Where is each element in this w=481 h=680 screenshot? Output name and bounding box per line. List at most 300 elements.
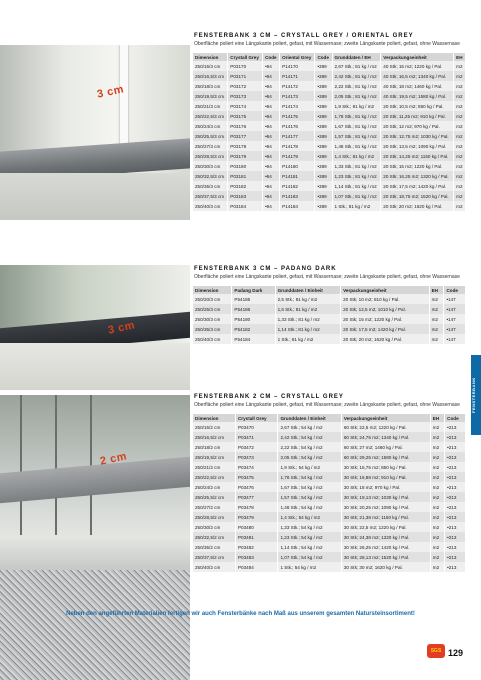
table-cell: 40 Stk; 15 m2; 1220 kg / Pal.	[381, 61, 454, 71]
column-header: EH	[429, 286, 444, 294]
table-cell: •94	[263, 111, 280, 121]
table-cell: 1,33 Stk.; 81 kg / m2	[275, 314, 341, 324]
table-cell: 250/24/3 cm	[193, 121, 228, 131]
table-cell: •94	[263, 81, 280, 91]
table-cell: P03478	[235, 502, 277, 512]
table-cell: 1,57 Stk.; 81 kg / m2	[332, 131, 381, 141]
table-cell: P03472	[235, 442, 277, 452]
table-cell: 1,6 Stk.; 81 kg / m2	[275, 304, 341, 314]
table-cell: •213	[445, 482, 466, 492]
table-cell: 1,07 Stk.; 81 kg / m2	[332, 191, 381, 201]
table-cell: m2	[454, 141, 466, 151]
table-row	[193, 71, 466, 81]
section2-table	[193, 286, 466, 344]
table-cell: •94	[263, 201, 280, 211]
table-cell: 250/18/3 cm	[193, 81, 228, 91]
table-cell: 40 Stk; 19,5 m2; 1580 kg / Pal.	[381, 91, 454, 101]
table-cell: 30 Stk; 16,88 m2; 910 kg / Pal.	[341, 472, 430, 482]
table-row	[193, 191, 466, 201]
table-cell: 250/20/3 cm	[193, 294, 232, 304]
table-cell: 30 Stk; 30 m2; 1620 kg / Pal.	[341, 562, 430, 572]
table-cell: 250/37,5/3 cm	[193, 191, 228, 201]
section1-table	[193, 53, 466, 211]
table-cell: P14174	[280, 101, 315, 111]
column-header: EH	[454, 53, 466, 61]
table-cell: 60 Stk; 24,75 m2; 1340 kg / Pal.	[341, 432, 430, 442]
table-row	[193, 452, 466, 462]
table-cell: 1,4 Stk.; 81 kg / m2	[332, 151, 381, 161]
table-row	[193, 542, 466, 552]
table-cell: 1,48 Stk.; 81 kg / m2	[332, 141, 381, 151]
section2-subtitle: Oberfläche poliert eine Längskante poliert, gefast, mit Wassernase; zweite Längskante poliert, gefast, ohne Wassernase	[194, 274, 460, 280]
table-row	[193, 314, 466, 324]
column-header: Verpackungseinheit	[341, 286, 430, 294]
table-cell: P14171	[280, 71, 315, 81]
thickness-label-2: 3 cm	[107, 319, 137, 337]
table-cell: P03476	[235, 482, 277, 492]
table-cell: P03176	[228, 121, 263, 131]
table-cell: m2	[454, 191, 466, 201]
table-cell: •213	[445, 532, 466, 542]
table-cell: •213	[445, 552, 466, 562]
table-cell: P14178	[280, 141, 315, 151]
table-cell: 40 Stk; 18 m2; 1460 kg / Pal.	[381, 81, 454, 91]
table-cell: 1,9 Stk.; 81 kg / m2	[332, 101, 381, 111]
table-cell: 250/24/2 cm	[193, 482, 235, 492]
table-cell: P14173	[280, 91, 315, 101]
table-cell: •213	[445, 492, 466, 502]
table-cell: 1,14 Stk.; 54 kg / m2	[278, 542, 341, 552]
table-row	[193, 171, 466, 181]
table-cell: 250/19,5/3 cm	[193, 91, 228, 101]
table-cell: 250/25,5/2 cm	[193, 492, 235, 502]
table-cell: P03477	[235, 492, 277, 502]
table-cell: 250/25/3 cm	[193, 304, 232, 314]
table-cell: 20 Stk; 17,5 m2; 1420 kg / Pal.	[381, 181, 454, 191]
table-cell: P14170	[280, 61, 315, 71]
table-cell: 250/18/2 cm	[193, 442, 235, 452]
table-cell: 2,42 Stk.; 81 kg / m2	[332, 71, 381, 81]
table-cell: 1,33 Stk.; 81 kg / m2	[332, 161, 381, 171]
table-cell: •213	[445, 462, 466, 472]
column-header: Grunddaten / Einheit	[275, 286, 341, 294]
table-row	[193, 562, 466, 572]
table-cell: 30 Stk; 21,38 m2; 1150 kg / Pal.	[341, 512, 430, 522]
table-cell: m2	[429, 334, 444, 344]
table-cell: •147	[444, 334, 466, 344]
table-cell: m2	[454, 171, 466, 181]
table-cell: •213	[445, 472, 466, 482]
table-row	[193, 141, 466, 151]
table-row	[193, 121, 466, 131]
column-header: Dimension	[193, 414, 235, 422]
table-cell: 2,22 Stk.; 54 kg / m2	[278, 442, 341, 452]
table-cell: •213	[445, 512, 466, 522]
table-cell: •389	[315, 101, 332, 111]
column-header: Code	[263, 53, 280, 61]
table-cell: 20 Stk; 12 m2; 970 kg / Pal.	[381, 121, 454, 131]
table-cell: P03179	[228, 151, 263, 161]
table-cell: P03470	[235, 422, 277, 432]
table-cell: 30 Stk; 15,75 m2; 850 kg / Pal.	[341, 462, 430, 472]
table-cell: m2	[430, 442, 444, 452]
section1-title: FENSTERBANK 3 CM – CRYSTALL GREY / ORIENTAL GREY	[194, 33, 414, 39]
table-cell: •213	[445, 562, 466, 572]
table-cell: 20 Stk; 12,75 m2; 1030 kg / Pal.	[381, 131, 454, 141]
column-header: Padang Dark	[232, 286, 275, 294]
table-cell: •147	[444, 304, 466, 314]
table-cell: P03178	[228, 141, 263, 151]
table-cell: •389	[315, 71, 332, 81]
table-row	[193, 91, 466, 101]
table-cell: •389	[315, 121, 332, 131]
table-cell: 250/16,5/3 cm	[193, 71, 228, 81]
table-row	[193, 111, 466, 121]
table-row	[193, 101, 466, 111]
table-cell: P54184	[232, 334, 275, 344]
wall-below	[0, 343, 190, 390]
table-cell: P03473	[235, 452, 277, 462]
table-cell: 250/15/2 cm	[193, 422, 235, 432]
section3-title: FENSTERBANK 2 CM – CRYSTALL GREY	[194, 394, 344, 400]
table-cell: 60 Stk; 22,5 m2; 1220 kg / Pal.	[341, 422, 430, 432]
table-cell: •213	[445, 422, 466, 432]
table-cell: P03480	[235, 522, 277, 532]
table-cell: 2,67 Stk.; 54 kg / m2	[278, 422, 341, 432]
table-cell: 250/21/3 cm	[193, 101, 228, 111]
column-header: Code	[445, 414, 466, 422]
table-cell: 30 Stk; 26,25 m2; 1420 kg / Pal.	[341, 542, 430, 552]
table-cell: m2	[429, 294, 444, 304]
column-header: Oriental Grey	[280, 53, 315, 61]
table-cell: m2	[454, 201, 466, 211]
table-cell: •389	[315, 151, 332, 161]
table-row	[193, 131, 466, 141]
table-cell: 250/37,5/2 cm	[193, 552, 235, 562]
table-cell: P54180	[232, 314, 275, 324]
table-cell: 1,78 Stk.; 54 kg / m2	[278, 472, 341, 482]
table-cell: m2	[430, 532, 444, 542]
table-cell: m2	[430, 492, 444, 502]
table-row	[193, 294, 466, 304]
table-cell: 250/30/3 cm	[193, 161, 228, 171]
table-cell: •94	[263, 191, 280, 201]
table-cell: m2	[454, 161, 466, 171]
table-cell: •94	[263, 61, 280, 71]
column-header: Grunddaten / Einheit	[278, 414, 341, 422]
table-cell: •94	[263, 91, 280, 101]
table-cell: P03177	[228, 131, 263, 141]
table-cell: •389	[315, 91, 332, 101]
table-cell: •94	[263, 171, 280, 181]
column-header: Code	[315, 53, 332, 61]
table-cell: •389	[315, 161, 332, 171]
table-cell: •389	[315, 111, 332, 121]
footer-note: Neben den angeführten Materialien fertigen wir auch Fensterbänke nach Maß aus unserem gesamten Natursteinsortiment!	[66, 611, 415, 617]
table-cell: 20 Stk; 17,5 m2; 1420 kg / Pal.	[341, 324, 430, 334]
thickness-label-1: 3 cm	[96, 83, 126, 101]
table-cell: 60 Stk; 29,25 m2; 1580 kg / Pal.	[341, 452, 430, 462]
table-cell: •213	[445, 542, 466, 552]
table-cell: •94	[263, 141, 280, 151]
column-header: Crystall Grey	[235, 414, 277, 422]
table-cell: m2	[430, 432, 444, 442]
table-cell: •213	[445, 442, 466, 452]
table-cell: P03173	[228, 91, 263, 101]
table-cell: •389	[315, 201, 332, 211]
table-row	[193, 304, 466, 314]
table-row	[193, 422, 466, 432]
table-cell: 2,5 Stk.; 81 kg / m2	[275, 294, 341, 304]
table-cell: 1,14 Stk.; 81 kg / m2	[332, 181, 381, 191]
table-cell: •94	[263, 71, 280, 81]
table-cell: •389	[315, 171, 332, 181]
table-cell: P03483	[235, 552, 277, 562]
section2-title: FENSTERBANK 3 CM – PADANG DARK	[194, 266, 337, 272]
table-cell: 2,42 Stk.; 54 kg / m2	[278, 432, 341, 442]
table-cell: m2	[454, 101, 466, 111]
table-cell: P03474	[235, 462, 277, 472]
table-cell: •213	[445, 452, 466, 462]
table-cell: m2	[454, 71, 466, 81]
table-cell: 250/30/3 cm	[193, 314, 232, 324]
table-cell: P14175	[280, 111, 315, 121]
table-row	[193, 201, 466, 211]
table-row	[193, 462, 466, 472]
table-cell: •94	[263, 121, 280, 131]
table-cell: 30 Stk; 20,25 m2; 1090 kg / Pal.	[341, 502, 430, 512]
table-row	[193, 334, 466, 344]
table-cell: P14180	[280, 161, 315, 171]
table-cell: m2	[454, 131, 466, 141]
table-cell: 250/40/3 cm	[193, 201, 228, 211]
column-header: Code	[444, 286, 466, 294]
table-cell: P03175	[228, 111, 263, 121]
column-header: Verpackungseinheit	[341, 414, 430, 422]
table-cell: m2	[430, 452, 444, 462]
table-cell: •94	[263, 181, 280, 191]
table-row	[193, 472, 466, 482]
table-cell: •147	[444, 294, 466, 304]
table-cell: P14172	[280, 81, 315, 91]
table-cell: m2	[430, 502, 444, 512]
table-row	[193, 552, 466, 562]
table-cell: m2	[430, 542, 444, 552]
table-cell: m2	[454, 91, 466, 101]
table-cell: 40 Stk; 16,5 m2; 1340 kg / Pal.	[381, 71, 454, 81]
table-row	[193, 81, 466, 91]
table-cell: •213	[445, 522, 466, 532]
table-row	[193, 442, 466, 452]
table-cell: 250/40/2 cm	[193, 562, 235, 572]
table-cell: •389	[315, 191, 332, 201]
table-cell: P54182	[232, 324, 275, 334]
table-cell: 1 Stk.; 81 kg / m2	[332, 201, 381, 211]
table-cell: 2,22 Stk.; 81 kg / m2	[332, 81, 381, 91]
table-cell: P03170	[228, 61, 263, 71]
table-cell: P03183	[228, 191, 263, 201]
table-cell: m2	[454, 121, 466, 131]
table-cell: m2	[430, 462, 444, 472]
table-cell: P03180	[228, 161, 263, 171]
table-cell: 250/15/3 cm	[193, 61, 228, 71]
window-sill-photo-3cm	[0, 45, 190, 220]
column-header: Dimension	[193, 286, 232, 294]
table-cell: 250/32,5/2 cm	[193, 532, 235, 542]
table-cell: 1 Stk.; 54 kg / m2	[278, 562, 341, 572]
table-cell: m2	[454, 111, 466, 121]
table-cell: 20 Stk; 18,75 m2; 1520 kg / Pal.	[381, 191, 454, 201]
section1-subtitle: Oberfläche poliert eine Längskante poliert, gefast, mit Wassernase; zweite Längskante poliert, gefast, ohne Wassernase	[194, 41, 460, 47]
table-cell: 20 Stk; 20 m2; 1620 kg / Pal.	[381, 201, 454, 211]
table-cell: •389	[315, 141, 332, 151]
table-cell: P03482	[235, 542, 277, 552]
table-cell: 250/27/3 cm	[193, 141, 228, 151]
table-row	[193, 324, 466, 334]
window-sill-photo-2cm	[0, 395, 190, 680]
table-cell: 250/35/2 cm	[193, 542, 235, 552]
table-cell: P03484	[235, 562, 277, 572]
table-cell: m2	[454, 81, 466, 91]
table-cell: •389	[315, 181, 332, 191]
granite-texture	[0, 570, 190, 680]
table-row	[193, 151, 466, 161]
table-cell: P14183	[280, 191, 315, 201]
window-sill-photo-padang	[0, 265, 190, 390]
table-cell: P03184	[228, 201, 263, 211]
table-cell: m2	[430, 482, 444, 492]
column-header: Grunddaten / EH	[332, 53, 381, 61]
section3-table	[193, 414, 466, 572]
table-cell: 1,48 Stk.; 54 kg / m2	[278, 502, 341, 512]
table-cell: m2	[430, 472, 444, 482]
table-cell: 1,33 Stk.; 54 kg / m2	[278, 522, 341, 532]
table-cell: •94	[263, 131, 280, 141]
table-cell: P14176	[280, 121, 315, 131]
table-cell: 250/32,5/3 cm	[193, 171, 228, 181]
table-cell: m2	[429, 314, 444, 324]
table-cell: 30 Stk; 24,38 m2; 1320 kg / Pal.	[341, 532, 430, 542]
table-cell: 20 Stk; 13,5 m2; 1090 kg / Pal.	[381, 141, 454, 151]
table-cell: 250/16,5/2 cm	[193, 432, 235, 442]
table-cell: P03475	[235, 472, 277, 482]
table-cell: P03479	[235, 512, 277, 522]
table-cell: 20 Stk; 16,25 m2; 1320 kg / Pal.	[381, 171, 454, 181]
table-cell: m2	[430, 422, 444, 432]
table-cell: •147	[444, 324, 466, 334]
table-cell: m2	[454, 151, 466, 161]
table-cell: •213	[445, 432, 466, 442]
wall-below	[0, 173, 190, 220]
table-cell: 60 Stk; 27 m2; 1460 kg / Pal.	[341, 442, 430, 452]
table-cell: P54186	[232, 304, 275, 314]
table-cell: 30 Stk; 19,13 m2; 1030 kg / Pal.	[341, 492, 430, 502]
table-cell: 20 Stk; 14,25 m2; 1150 kg / Pal.	[381, 151, 454, 161]
table-cell: •389	[315, 61, 332, 71]
table-cell: 20 Stk; 10 m2; 810 kg / Pal.	[341, 294, 430, 304]
table-row	[193, 532, 466, 542]
table-cell: 20 Stk; 11,25 m2; 910 kg / Pal.	[381, 111, 454, 121]
section3-subtitle: Oberfläche poliert eine Längskante poliert, gefast, mit Wassernase; zweite Längskante poliert, gefast, ohne Wassernase	[194, 402, 460, 408]
window-frame	[120, 45, 128, 150]
table-cell: 2,05 Stk.; 54 kg / m2	[278, 452, 341, 462]
table-cell: 250/21/2 cm	[193, 462, 235, 472]
table-cell: 250/22,5/3 cm	[193, 111, 228, 121]
table-cell: 250/22,5/2 cm	[193, 472, 235, 482]
table-cell: P03172	[228, 81, 263, 91]
table-cell: 1,07 Stk.; 54 kg / m2	[278, 552, 341, 562]
table-row	[193, 522, 466, 532]
table-cell: 250/35/3 cm	[193, 324, 232, 334]
table-cell: P14179	[280, 151, 315, 161]
thickness-label-3: 2 cm	[99, 450, 129, 468]
table-row	[193, 181, 466, 191]
table-cell: m2	[430, 562, 444, 572]
table-cell: 250/35/3 cm	[193, 181, 228, 191]
table-cell: •94	[263, 161, 280, 171]
table-row	[193, 502, 466, 512]
tree-trunk	[55, 395, 57, 535]
table-cell: 2,67 Stk.; 81 kg / m2	[332, 61, 381, 71]
sill-stone-grey	[0, 457, 190, 504]
table-cell: P03171	[228, 71, 263, 81]
table-cell: P03471	[235, 432, 277, 442]
column-header: Verpackungseinheit	[381, 53, 454, 61]
table-cell: 20 Stk; 15 m2; 1220 kg / Pal.	[341, 314, 430, 324]
table-cell: 250/28,5/2 cm	[193, 512, 235, 522]
table-cell: m2	[429, 324, 444, 334]
table-cell: 1,78 Stk.; 81 kg / m2	[332, 111, 381, 121]
table-cell: 1 Stk.; 81 kg / m2	[275, 334, 341, 344]
table-cell: •94	[263, 151, 280, 161]
table-cell: 250/19,5/2 cm	[193, 452, 235, 462]
table-row	[193, 512, 466, 522]
table-cell: P14182	[280, 181, 315, 191]
table-cell: 250/40/3 cm	[193, 334, 232, 344]
page-number: 129	[447, 648, 463, 658]
table-cell: •147	[444, 314, 466, 324]
table-cell: m2	[430, 522, 444, 532]
table-row	[193, 61, 466, 71]
table-row	[193, 432, 466, 442]
table-cell: 1,23 Stk.; 54 kg / m2	[278, 532, 341, 542]
table-row	[193, 482, 466, 492]
column-header: Dimension	[193, 53, 228, 61]
table-cell: P54185	[232, 294, 275, 304]
table-cell: P03182	[228, 181, 263, 191]
table-cell: 20 Stk; 10,5 m2; 850 kg / Pal.	[381, 101, 454, 111]
column-header: EH	[430, 414, 444, 422]
table-cell: 250/25,5/3 cm	[193, 131, 228, 141]
table-cell: m2	[430, 552, 444, 562]
table-cell: 1,57 Stk.; 54 kg / m2	[278, 492, 341, 502]
table-row	[193, 161, 466, 171]
table-cell: m2	[454, 61, 466, 71]
table-cell: P03181	[228, 171, 263, 181]
table-cell: 250/30/2 cm	[193, 522, 235, 532]
table-cell: m2	[429, 304, 444, 314]
brand-logo: SGS	[427, 644, 445, 658]
table-cell: P14184	[280, 201, 315, 211]
table-cell: 250/28,5/3 cm	[193, 151, 228, 161]
table-cell: •213	[445, 502, 466, 512]
table-cell: 1,67 Stk.; 81 kg / m2	[332, 121, 381, 131]
side-tab-label: FENSTERBANK	[471, 355, 481, 435]
table-cell: P14181	[280, 171, 315, 181]
table-cell: 20 Stk; 15 m2; 1220 kg / Pal.	[381, 161, 454, 171]
table-cell: 250/27/2 cm	[193, 502, 235, 512]
table-cell: 1,23 Stk.; 81 kg / m2	[332, 171, 381, 181]
